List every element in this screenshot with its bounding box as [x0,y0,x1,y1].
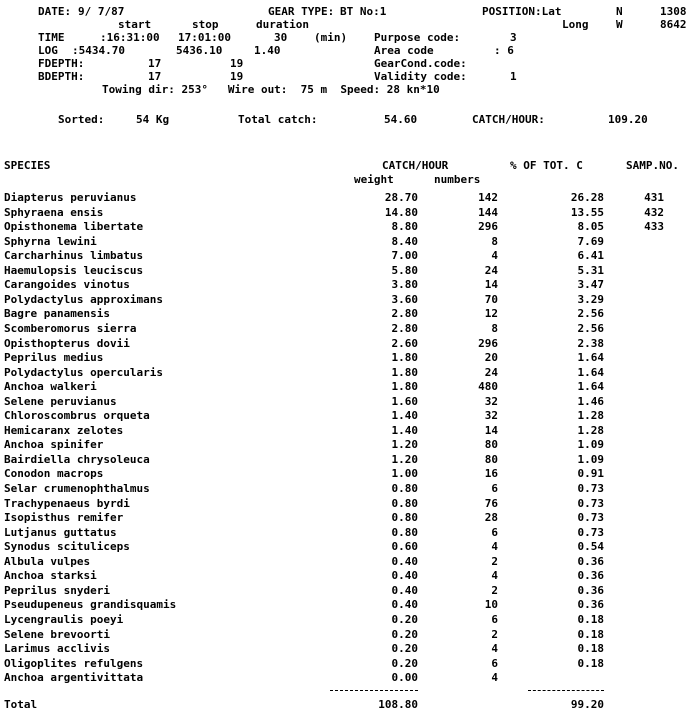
catch-weight: 1.60 [391,395,418,408]
catch-numbers: 2 [491,555,498,568]
catch-weight: 2.60 [391,337,418,350]
percent-of-total: 2.56 [577,322,604,335]
total-catch-label: Total catch: [238,113,318,126]
catch-numbers: 4 [491,569,498,582]
species-name: Anchoa spinifer [4,438,104,451]
species-name: Anchoa walkeri [4,380,97,393]
species-name: Oligoplites refulgens [4,657,144,670]
percent-of-total: 1.46 [577,395,604,408]
catch-numbers: 4 [491,249,498,262]
percent-of-total: 0.91 [577,467,604,480]
catch-weight: 0.80 [391,482,418,495]
catch-numbers: 24 [484,366,498,379]
catch-numbers: 24 [484,264,498,277]
catch-numbers: 142 [478,191,498,204]
species-name: Polydactylus opercularis [4,366,163,379]
sample-number-header: SAMP.NO. [626,159,679,172]
catch-weight: 1.00 [391,467,418,480]
percent-of-total: 0.36 [577,598,604,611]
species-name: Peprilus medius [4,351,104,364]
catch-weight: 0.80 [391,526,418,539]
percent-of-total: 0.18 [577,628,604,641]
species-name: Peprilus snyderi [4,584,110,597]
percent-of-total: 1.64 [577,366,604,379]
species-name: Selene brevoorti [4,628,110,641]
catch-weight: 0.40 [391,598,418,611]
percent-total-header: % OF TOT. C [510,159,583,172]
position-label: POSITION:Lat [482,5,562,18]
duration-unit: (min) [314,31,348,44]
numbers-header: numbers [434,173,481,186]
species-name: Anchoa starksi [4,569,97,582]
purpose-code-value: 3 [510,31,517,44]
area-code-value: : 6 [494,44,514,57]
percent-of-total: 2.56 [577,307,604,320]
catch-per-hour-value: 109.20 [608,113,648,126]
catch-numbers: 14 [484,278,498,291]
percent-of-total: 0.73 [577,511,604,524]
catch-weight: 0.80 [391,497,418,510]
area-code-label: Area code [374,44,434,57]
catch-weight: 0.40 [391,584,418,597]
percent-of-total: 5.31 [577,264,604,277]
purpose-code-label: Purpose code: [374,31,461,44]
sample-number: 433 [644,220,664,233]
catch-numbers: 10 [484,598,498,611]
species-name: Lycengraulis poeyi [4,613,124,626]
catch-numbers: 4 [491,540,498,553]
catch-numbers: 20 [484,351,498,364]
catch-numbers: 80 [484,453,498,466]
percent-of-total: 3.29 [577,293,604,306]
catch-weight: 28.70 [384,191,418,204]
catch-numbers: 16 [484,467,498,480]
total-label: Total [4,698,38,711]
catch-numbers: 2 [491,584,498,597]
catch-weight: 7.00 [391,249,418,262]
catch-weight: 0.00 [391,671,418,684]
catch-weight: 0.20 [391,657,418,670]
percent-of-total: 1.09 [577,453,604,466]
catch-numbers: 32 [484,409,498,422]
percent-of-total: 0.36 [577,555,604,568]
catch-weight: 1.40 [391,409,418,422]
duration-label: duration [256,18,309,31]
weight-total-rule [330,690,418,691]
bdepth-stop: 19 [230,70,244,83]
species-name: Sphyrna lewini [4,235,97,248]
percent-of-total: 1.28 [577,409,604,422]
sorted-label: Sorted: [58,113,105,126]
percent-of-total: 1.64 [577,380,604,393]
catch-numbers: 480 [478,380,498,393]
catch-weight: 8.40 [391,235,418,248]
catch-weight: 1.40 [391,424,418,437]
duration-value: 30 [274,31,288,44]
percent-of-total: 0.73 [577,526,604,539]
lat-value: 1308 [660,5,687,18]
catch-weight: 1.80 [391,366,418,379]
catch-weight: 8.80 [391,220,418,233]
species-name: Pseudupeneus grandisquamis [4,598,177,611]
catch-numbers: 28 [484,511,498,524]
total-catch-value: 54.60 [384,113,418,126]
fdepth-stop: 19 [230,57,244,70]
bdepth-label: BDEPTH: [38,70,85,83]
species-header: SPECIES [4,159,51,172]
log-stop: 5436.10 [176,44,223,57]
species-name: Opisthonema libertate [4,220,144,233]
catch-numbers: 6 [491,526,498,539]
catch-hour-header: CATCH/HOUR [382,159,449,172]
catch-numbers: 12 [484,307,498,320]
percent-of-total: 0.54 [577,540,604,553]
stop-label: stop [192,18,219,31]
catch-weight: 1.80 [391,380,418,393]
catch-numbers: 6 [491,482,498,495]
towing-line: Towing dir: 253° Wire out: 75 m Speed: 28 kn*10 [102,83,440,96]
catch-weight: 0.20 [391,613,418,626]
percent-of-total: 0.18 [577,642,604,655]
percent-of-total: 26.28 [570,191,604,204]
validity-code-label: Validity code: [374,70,467,83]
species-name: Selar crumenophthalmus [4,482,150,495]
time-start: :16:31:00 [100,31,160,44]
start-label: start [118,18,152,31]
percent-of-total: 2.38 [577,337,604,350]
catch-numbers: 2 [491,628,498,641]
gearcond-label: GearCond.code: [374,57,467,70]
percent-of-total: 0.18 [577,613,604,626]
lat-hemisphere: N [616,5,623,18]
catch-numbers: 6 [491,657,498,670]
species-name: Synodus scituliceps [4,540,130,553]
catch-numbers: 32 [484,395,498,408]
species-name: Carangoides vinotus [4,278,130,291]
catch-weight: 1.20 [391,453,418,466]
catch-numbers: 296 [478,337,498,350]
species-name: Larimus acclivis [4,642,110,655]
percent-of-total: 7.69 [577,235,604,248]
sorted-value: 54 Kg [136,113,170,126]
species-name: Albula vulpes [4,555,91,568]
bdepth-start: 17 [148,70,162,83]
time-stop: 17:01:00 [178,31,231,44]
species-name: Scomberomorus sierra [4,322,137,335]
gear-type-label: GEAR TYPE: [268,5,335,18]
species-name: Chloroscombrus orqueta [4,409,150,422]
catch-numbers: 296 [478,220,498,233]
fdepth-start: 17 [148,57,162,70]
species-name: Hemicaranx zelotes [4,424,124,437]
species-name: Sphyraena ensis [4,206,104,219]
percent-of-total: 1.09 [577,438,604,451]
log-label: LOG [38,44,58,57]
species-name: Anchoa argentivittata [4,671,144,684]
long-label: Long [562,18,589,31]
species-name: Bairdiella chrysoleuca [4,453,150,466]
log-start: :5434.70 [72,44,125,57]
total-weight: 108.80 [378,698,418,711]
catch-numbers: 80 [484,438,498,451]
gear-type-value: BT No:1 [340,5,387,18]
catch-weight: 1.20 [391,438,418,451]
species-name: Isopisthus remifer [4,511,124,524]
catch-weight: 0.80 [391,511,418,524]
catch-weight: 3.80 [391,278,418,291]
percent-of-total: 0.36 [577,584,604,597]
catch-weight: 0.40 [391,555,418,568]
sample-number: 431 [644,191,664,204]
weight-header: weight [354,173,394,186]
species-name: Lutjanus guttatus [4,526,117,539]
catch-numbers: 14 [484,424,498,437]
catch-per-hour-label: CATCH/HOUR: [472,113,545,126]
percent-of-total: 0.18 [577,657,604,670]
percent-of-total: 13.55 [570,206,604,219]
catch-numbers: 76 [484,497,498,510]
catch-weight: 0.20 [391,642,418,655]
log-diff: 1.40 [254,44,281,57]
total-percent: 99.20 [570,698,604,711]
percent-total-rule [528,690,604,691]
species-name: Polydactylus approximans [4,293,163,306]
sample-number: 432 [644,206,664,219]
catch-numbers: 4 [491,671,498,684]
catch-numbers: 144 [478,206,498,219]
species-name: Bagre panamensis [4,307,110,320]
catch-weight: 0.60 [391,540,418,553]
catch-weight: 2.80 [391,307,418,320]
catch-weight: 0.20 [391,628,418,641]
percent-of-total: 0.36 [577,569,604,582]
species-name: Trachypenaeus byrdi [4,497,130,510]
percent-of-total: 0.73 [577,482,604,495]
validity-code-value: 1 [510,70,517,83]
percent-of-total: 1.64 [577,351,604,364]
catch-weight: 0.40 [391,569,418,582]
species-name: Conodon macrops [4,467,104,480]
percent-of-total: 1.28 [577,424,604,437]
date-value: 9/ 7/87 [78,5,125,18]
percent-of-total: 8.05 [577,220,604,233]
fdepth-label: FDEPTH: [38,57,85,70]
date-label: DATE: [38,5,72,18]
time-label: TIME [38,31,65,44]
percent-of-total: 3.47 [577,278,604,291]
catch-weight: 3.60 [391,293,418,306]
catch-numbers: 4 [491,642,498,655]
species-name: Diapterus peruvianus [4,191,137,204]
catch-weight: 1.80 [391,351,418,364]
species-name: Opisthopterus dovii [4,337,130,350]
long-hemisphere: W [616,18,623,31]
long-value: 8642 [660,18,687,31]
catch-numbers: 6 [491,613,498,626]
catch-weight: 5.80 [391,264,418,277]
percent-of-total: 0.73 [577,497,604,510]
percent-of-total: 6.41 [577,249,604,262]
species-name: Selene peruvianus [4,395,117,408]
catch-numbers: 70 [484,293,498,306]
species-name: Haemulopsis leuciscus [4,264,144,277]
catch-numbers: 8 [491,235,498,248]
catch-numbers: 8 [491,322,498,335]
catch-weight: 14.80 [384,206,418,219]
species-name: Carcharhinus limbatus [4,249,144,262]
catch-weight: 2.80 [391,322,418,335]
